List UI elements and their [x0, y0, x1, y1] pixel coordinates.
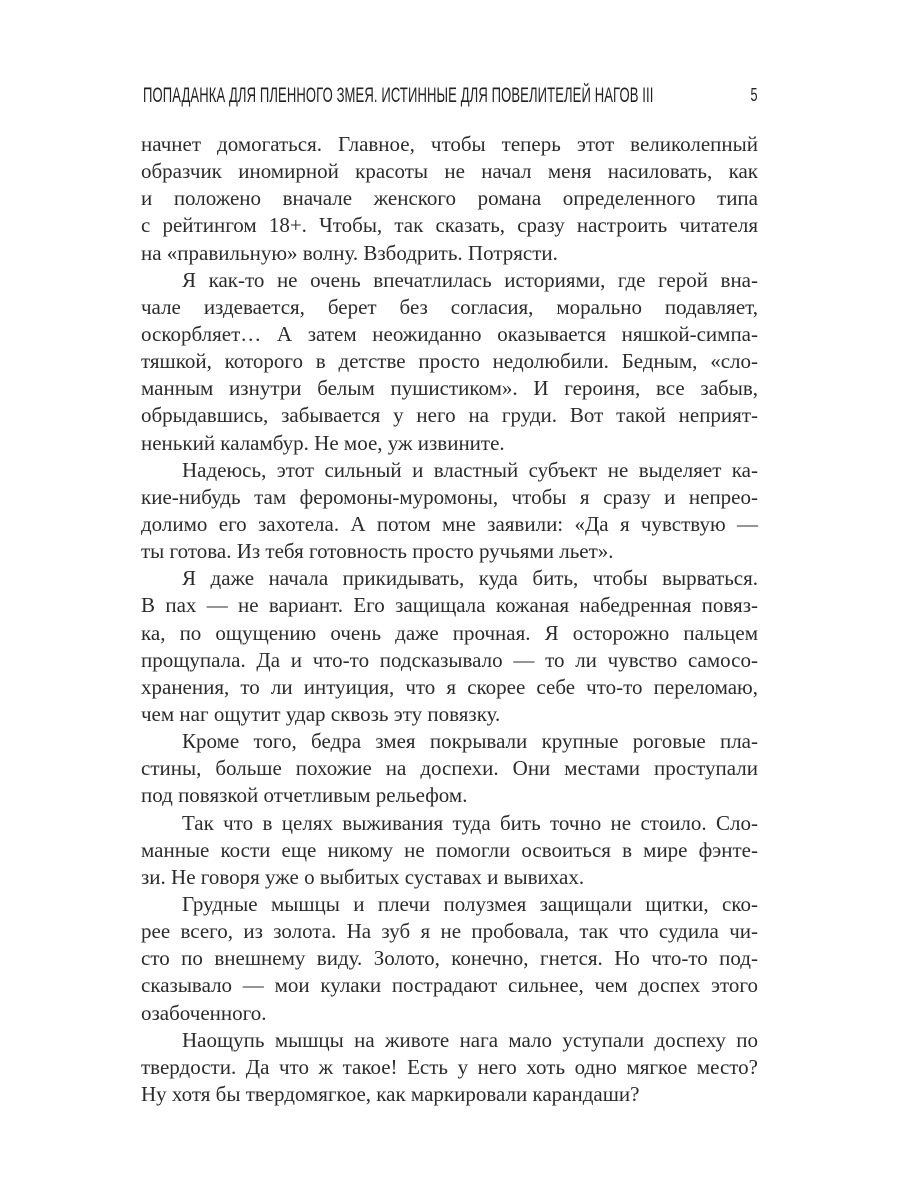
- paragraph: [141, 891, 758, 1027]
- text-line: прощупала. Да и что-то подсказывало — то ли чувство самосо-: [141, 647, 758, 672]
- text-line: образчик иномирной красоты не начал меня насиловать, как: [141, 159, 758, 184]
- text-line: хранения, то ли интуиция, что я скорее себе что-то переломаю,: [141, 674, 758, 699]
- text-line: на «правильную» волну. Взбодрить. Потрясти.: [141, 240, 558, 265]
- text-line: Я как-то не очень впечатлилась историями, где герой вна-: [182, 267, 758, 292]
- paragraph: [141, 810, 758, 891]
- text-line: Так что в целях выживания туда бить точно не стоило. Сло-: [182, 810, 758, 835]
- text-line: сто по внешнему виду. Золото, конечно, гнется. Но что-то под-: [141, 946, 758, 971]
- text-line: чале издевается, берет без согласия, морально подавляет,: [141, 294, 758, 319]
- text-line: твердости. Да что ж такое! Есть у него хоть одно мягкое место?: [141, 1054, 758, 1079]
- text-line: Надеюсь, этот сильный и властный субъект не выделяет ка-: [182, 457, 758, 482]
- body-text: [141, 131, 758, 1108]
- text-line: озабоченного.: [141, 1000, 267, 1025]
- text-line: Грудные мышцы и плечи полузмея защищали щитки, ско-: [182, 891, 758, 916]
- book-title-header: ПОПАДАНКА ДЛЯ ПЛЕННОГО ЗМЕЯ. ИСТИННЫЕ ДЛЯ ПОВЕЛИТЕЛЕЙ НАГОВ III: [143, 84, 654, 107]
- text-line: долимо его захотела. А потом мне заявили: «Да я чувствую —: [141, 511, 758, 536]
- text-line: тяшкой, которого в детстве просто недолюбили. Бедным, «сло-: [141, 349, 758, 374]
- text-line: рее всего, из золота. На зуб я не пробовала, так что судила чи-: [141, 919, 758, 944]
- text-line: с рейтингом 18+. Чтобы, так сказать, сразу настроить читателя: [141, 213, 758, 238]
- running-header: [143, 84, 763, 112]
- text-line: оскорбляет… А затем неожиданно оказывается няшкой-симпа-: [141, 321, 758, 346]
- text-line: стины, больше похожие на доспехи. Они местами проступали: [141, 756, 758, 781]
- text-line: Кроме того, бедра змея покрывали крупные роговые пла-: [182, 729, 758, 754]
- paragraph: [141, 728, 758, 809]
- page-number: 5: [750, 85, 758, 105]
- paragraph: [141, 267, 758, 457]
- text-line: обрыдавшись, забывается у него на груди. Вот такой неприят-: [141, 403, 758, 428]
- text-line: сказывало — мои кулаки пострадают сильнее, чем доспех этого: [141, 973, 758, 998]
- paragraph: [141, 457, 758, 566]
- text-line: чем наг ощутит удар сквозь эту повязку.: [141, 701, 501, 726]
- text-line: ты готова. Из тебя готовность просто ручьями льет».: [141, 539, 614, 564]
- text-line: и положено вначале женского романа определенного типа: [141, 186, 758, 211]
- text-line: кие-нибудь там феромоны-муромоны, чтобы я сразу и непрео-: [141, 484, 758, 509]
- text-line: под повязкой отчетливым рельефом.: [141, 783, 468, 808]
- paragraph: [141, 565, 758, 728]
- paragraph: [141, 1027, 758, 1108]
- text-line: Я даже начала прикидывать, куда бить, чтобы вырваться.: [182, 566, 758, 591]
- text-line: ка, по ощущению очень даже прочная. Я осторожно пальцем: [141, 620, 758, 645]
- text-line: Ну хотя бы твердомягкое, как маркировали карандаши?: [141, 1081, 640, 1106]
- text-line: начнет домогаться. Главное, чтобы теперь этот великолепный: [141, 132, 758, 156]
- text-line: В пах — не вариант. Его защищала кожаная набедренная повяз-: [141, 593, 758, 618]
- text-line: манные кости еще никому не помогли освоиться в мире фэнте-: [141, 837, 758, 862]
- text-line: ненький каламбур. Не мое, уж извините.: [141, 430, 505, 455]
- paragraph: [141, 131, 758, 267]
- text-line: зи. Не говоря уже о выбитых суставах и вывихах.: [141, 864, 585, 889]
- text-line: манным изнутри белым пушистиком». И героиня, все забыв,: [141, 376, 758, 401]
- text-line: Наощупь мышцы на животе нага мало уступали доспеху по: [182, 1027, 758, 1052]
